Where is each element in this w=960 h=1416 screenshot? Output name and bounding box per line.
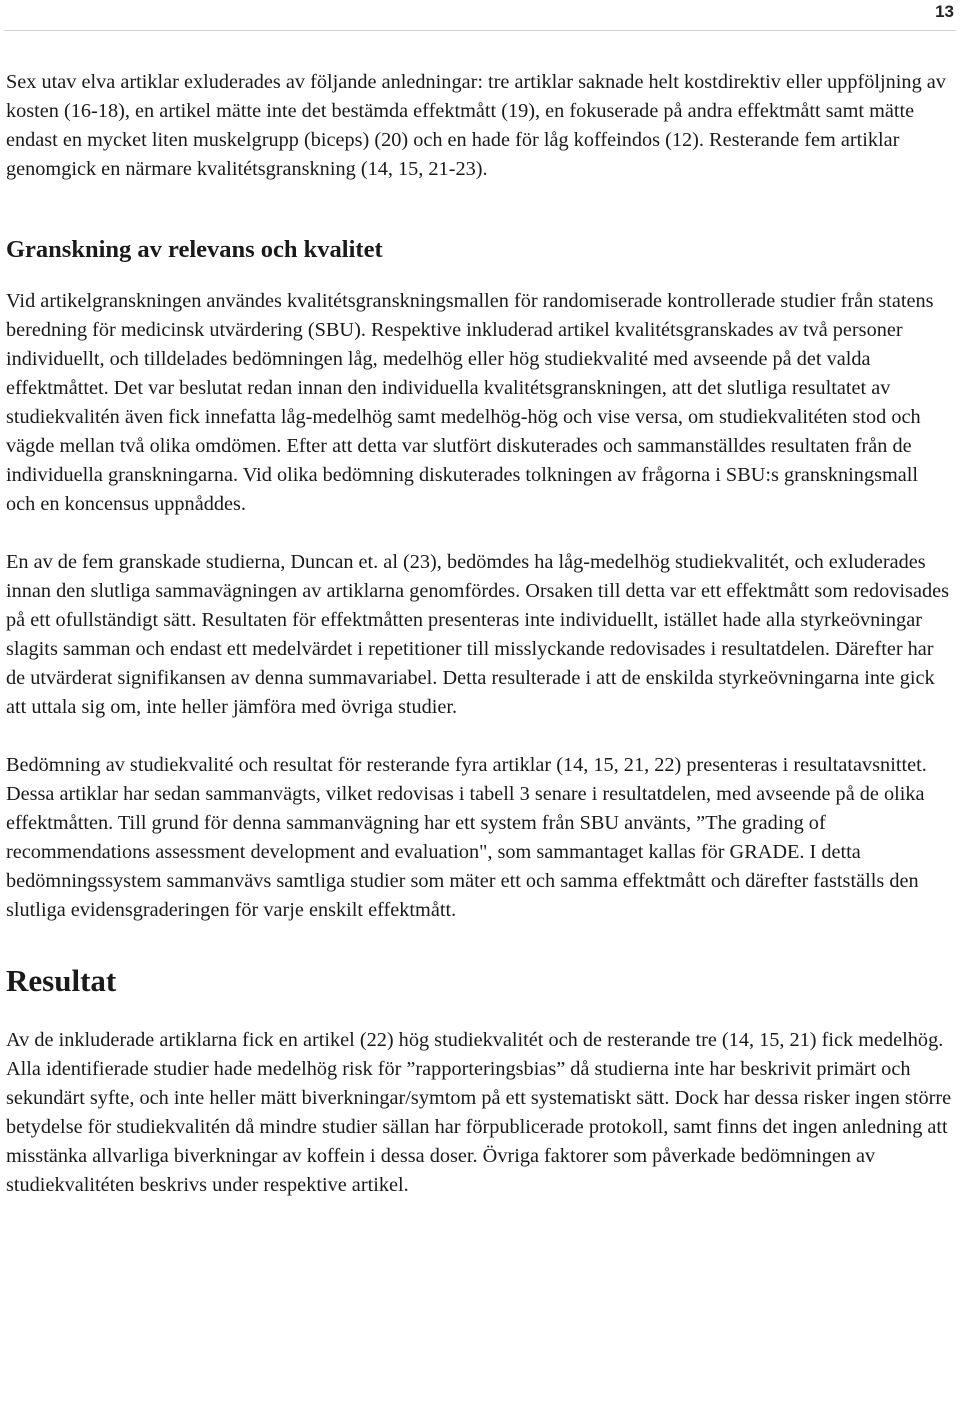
paragraph-results: Av de inkluderade artiklarna fick en artikel (22) hög studiekvalitét och de resterande tre (14, 15, 21) fick medelhög. Alla identifierade studier hade medelhög risk för ”rapporteringsbias” då studierna inte har beskrivit primärt och sekundärt syfte, och inte heller mätt biverkningar/symtom på ett systematiskt sätt. Dock har dessa risker ingen större betydelse för studiekvalitén då mindre studier sällan har förpublicerade protokoll, samt finns det ingen anledning att misstänka allvarliga biverkningar av koffein i dessa doser. Övriga faktorer som påverkade bedömningen av studiekvalitéten beskrivs under respektive artikel. bbox=[6, 1029, 952, 1196]
paragraph-exclusions: Sex utav elva artiklar exluderades av följande anledningar: tre artiklar saknade helt kostdirektiv eller uppföljning av kosten (16-18), en artikel mätte inte det bestämda effektmått (19), en fokuserade på andra effektmått samt mätte endast en mycket liten muskelgrupp (biceps) (20) och en hade för låg koffeindos (12). Resterande fem artiklar genomgick en närmare kvalitétsgranskning (14, 15, 21-23). bbox=[6, 71, 946, 180]
section-heading-results: Resultat bbox=[6, 963, 117, 998]
header-divider bbox=[4, 30, 956, 31]
document-body bbox=[6, 68, 952, 1200]
paragraph-review-method: Vid artikelgranskningen användes kvalitétsgranskningsmallen för randomiserade kontrollerade studier från statens beredning för medicinsk utvärdering (SBU). Respektive inkluderad artikel kvalitétsgranskades av två personer individuellt, och tilldelades bedömningen låg, medelhög eller hög studiekvalité med avseende på det valda effektmåttet. Det var beslutat redan innan den individuella kvalitétsgranskningen, att det slutliga resultatet av studiekvalitén även fick innefatta låg-medelhög samt medelhög-hög och vise versa, om studiekvalitéten stod och vägde mellan två olika omdömen. Efter att detta var slutfört diskuterades och sammanställdes resultaten från de individuella granskningarna. Vid olika bedömning diskuterades tolkningen av frågorna i SBU:s granskningsmall och en koncensus uppnåddes. bbox=[6, 290, 934, 515]
page-number: 13 bbox=[935, 2, 954, 21]
section-heading-review: Granskning av relevans och kvalitet bbox=[6, 236, 383, 263]
paragraph-duncan: En av de fem granskade studierna, Duncan et. al (23), bedömdes ha låg-medelhög studiekvalitét, och exluderades innan den slutliga sammavägningen av artiklarna genomfördes. Orsaken till detta var ett effektmått som redovisades på ett ofullständigt sätt. Resultaten för effektmåtten presenteras inte individuellt, istället hade alla styrkeövningar slagits samman och endast ett medelvärdet i repetitioner till misslyckande redovisades i resultatdelen. Därefter har de utvärderat signifikansen av denna summavariabel. Detta resulterade i att de enskilda styrkeövningarna inte gick att uttala sig om, inte heller jämföra med övriga studier. bbox=[6, 551, 949, 718]
paragraph-grade: Bedömning av studiekvalité och resultat för resterande fyra artiklar (14, 15, 21, 22) presenteras i resultatavsnittet. Dessa artiklar har sedan sammanvägts, vilket redovisas i tabell 3 senare i resultatdelen, med avseende på de olika effektmåtten. Till grund för denna sammanvägning har ett system från SBU använts, ”The grading of recommendations assessment development and evaluation", som sammantaget kallas för GRADE. I detta bedömningssystem sammanvävs samtliga studier som mäter ett och samma effektmått och därefter fastställs den slutliga evidensgraderingen för varje enskilt effektmått. bbox=[6, 754, 927, 921]
